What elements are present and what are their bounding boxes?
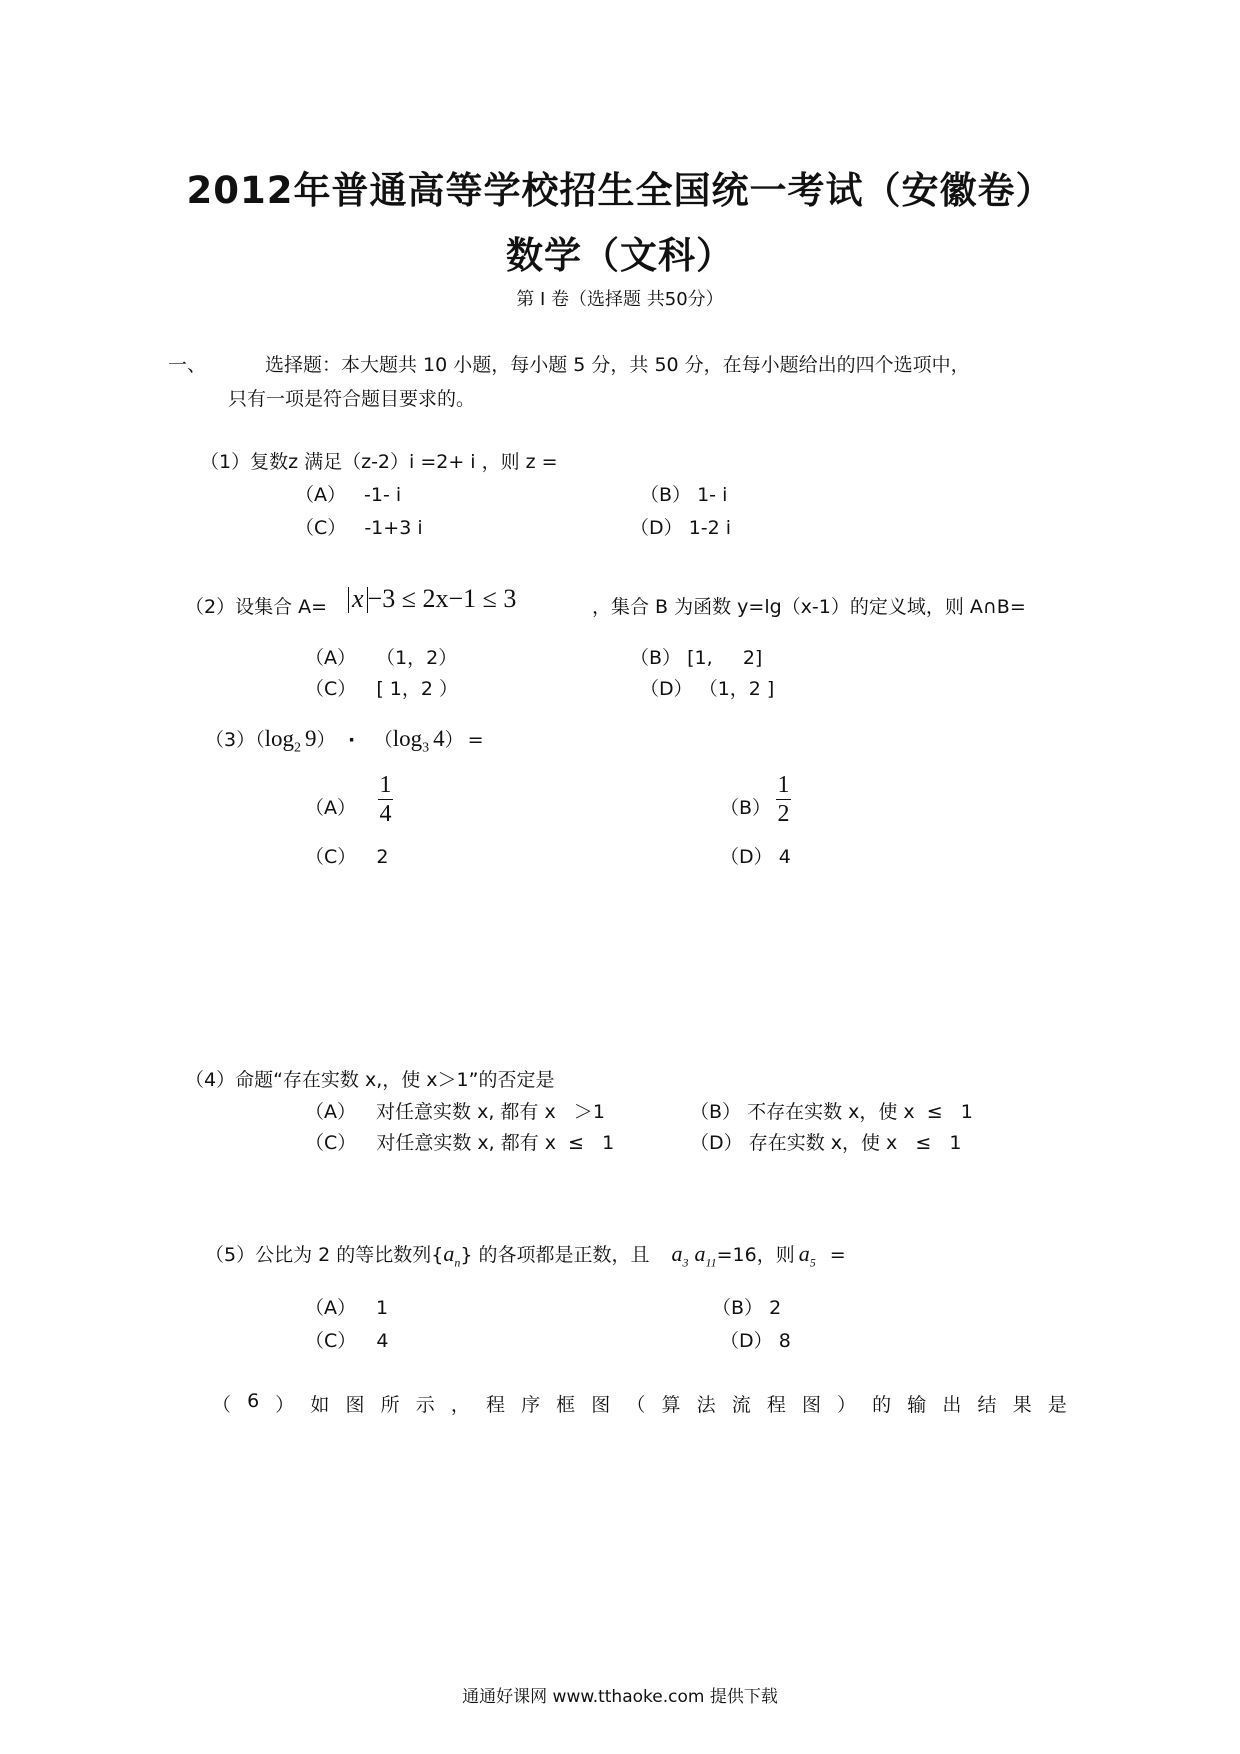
option-label: （B） [712, 1297, 764, 1319]
option-label: （B） [640, 484, 692, 506]
log-expression-1: $\log_2 9$ [264, 726, 317, 756]
option-text: （1，2） [376, 647, 458, 669]
set-variable: x [352, 584, 364, 613]
option-text: （1，2 ] [698, 678, 775, 700]
q6-char: 6 [247, 1390, 260, 1412]
option-text: 2 [769, 1297, 782, 1319]
option-text: 对任意实数 x, 都有 x ≤ 1 [376, 1132, 615, 1154]
q4-option-a[interactable] [305, 1097, 605, 1124]
q2-option-c[interactable] [305, 674, 458, 701]
option-text: 4 [376, 1330, 389, 1352]
q6-char: （ [212, 1394, 232, 1416]
q5-stem [205, 1240, 846, 1270]
footer-text: 通通好课网 www.tthaoke.com 提供下载 [462, 1687, 778, 1707]
q1-option-c[interactable] [295, 513, 423, 540]
option-label: （C） [305, 846, 357, 868]
option-text: -1+3 i [364, 517, 423, 539]
term-a3: $a_3$ [671, 1241, 689, 1270]
q6-char: 果 [1012, 1394, 1032, 1416]
q6-char: 输 [907, 1394, 927, 1416]
paren-close: ） [444, 729, 464, 751]
multiply-dot: · [348, 729, 356, 751]
q1-stem: （1）复数z 满足（z-2）i =2+ i ，则 z = [200, 451, 558, 473]
q2-option-a[interactable] [305, 643, 457, 670]
q6-stem [212, 1390, 1067, 1417]
option-label: （A） [305, 1297, 356, 1319]
q6-char: 图 [345, 1394, 365, 1416]
q6-stem-text [212, 1390, 1067, 1417]
term-a11: $a_{11}$ [694, 1241, 717, 1270]
q1-option-d[interactable] [630, 513, 731, 540]
q6-char: 出 [942, 1394, 962, 1416]
fraction-one-half: 1 2 [777, 772, 790, 827]
option-text: 1 [376, 1297, 389, 1319]
term-a5: $a_5$ [798, 1241, 816, 1270]
option-label: （D） [720, 1330, 773, 1352]
q3-option-c[interactable] [305, 842, 388, 869]
page-subtitle: 数学（文科） [506, 234, 734, 277]
option-label: （B） [720, 797, 772, 819]
q1-option-a[interactable] [295, 480, 401, 507]
q6-char: 示 [415, 1394, 435, 1416]
option-label: （C） [305, 678, 357, 700]
section-instructions-line1: 选择题：本大题共 10 小题，每小题 5 分，共 50 分，在每小题给出的四个选项中， [265, 354, 970, 376]
fraction-one-quarter: 1 4 [379, 772, 392, 827]
q5-option-b[interactable] [712, 1293, 781, 1320]
option-text: -1- i [364, 484, 402, 506]
option-label: （D） [690, 1132, 743, 1154]
q2-set-expression [348, 584, 516, 614]
q6-char: ） [837, 1394, 857, 1416]
set-condition: −3 ≤ 2x−1 ≤ 3 [367, 584, 517, 613]
stem-text: （5）公比为 2 的等比数列{ [205, 1244, 444, 1266]
sequence-term: $a_n$ [443, 1241, 461, 1270]
option-label: （B） [630, 647, 682, 669]
q6-char: 框 [556, 1394, 576, 1416]
page-title: 2012年普通高等学校招生全国统一考试（安徽卷） [186, 169, 1054, 212]
option-label: （D） [630, 517, 683, 539]
q6-char: 程 [485, 1394, 505, 1416]
q4-stem: （4）命题“存在实数 x,，使 x＞1”的否定是 [185, 1069, 555, 1091]
log-expression-2: $\log_3 4$ [392, 726, 445, 756]
q3-option-d[interactable] [720, 842, 791, 869]
option-text: 对任意实数 x, 都有 x ＞1 [376, 1101, 605, 1123]
option-label: （A） [305, 1101, 356, 1123]
q6-char: 流 [731, 1394, 751, 1416]
option-label: （A） [295, 484, 346, 506]
option-text: 1-2 i [688, 517, 732, 539]
q6-char: 是 [1047, 1394, 1067, 1416]
q6-char: 的 [872, 1394, 892, 1416]
q2-prefix: （2）设集合 A= [185, 596, 328, 618]
option-label: （B） [690, 1101, 742, 1123]
q4-option-c[interactable] [305, 1128, 614, 1155]
q6-char: 图 [801, 1394, 821, 1416]
equals-sign: = [467, 729, 484, 751]
paren-open: （ [383, 729, 393, 751]
option-text: 不存在实数 x，使 x ≤ 1 [747, 1101, 973, 1123]
option-text: 4 [778, 846, 791, 868]
option-text: [ 1，2 ） [376, 678, 458, 700]
stem-text: =16，则 [716, 1244, 795, 1266]
option-label: （C） [305, 1330, 357, 1352]
q6-char: ） [275, 1394, 295, 1416]
option-label: （A） [305, 797, 356, 819]
section-instructions-line2: 只有一项是符合题目要求的。 [228, 388, 476, 410]
q5-option-a[interactable] [305, 1293, 388, 1320]
q6-char: 程 [766, 1394, 786, 1416]
q4-option-b[interactable] [690, 1097, 973, 1124]
option-text: 8 [778, 1330, 791, 1352]
q3-number: （3） [205, 729, 256, 751]
option-text: 存在实数 x，使 x ≤ 1 [748, 1132, 962, 1154]
q6-char: ， [450, 1394, 470, 1416]
q6-char: 图 [591, 1394, 611, 1416]
option-label: （D） [640, 678, 693, 700]
option-text: 2 [376, 846, 389, 868]
q4-option-d[interactable] [690, 1128, 962, 1155]
stem-text: } 的各项都是正数，且 [460, 1244, 650, 1266]
paren-close: ） [316, 729, 327, 751]
q6-char: 所 [380, 1394, 400, 1416]
option-text: 1- i [697, 484, 728, 506]
option-label: （C） [305, 1132, 357, 1154]
q6-char: 结 [977, 1394, 997, 1416]
abs-bar-left [348, 587, 349, 613]
q2-suffix: ，集合 B 为函数 y=lg（x-1）的定义域，则 A∩B= [592, 596, 1026, 618]
section-number: 一、 [168, 354, 207, 376]
q6-char: 法 [696, 1394, 716, 1416]
q6-char: 如 [310, 1394, 330, 1416]
volume-label: 第 I 卷（选择题 共50分） [516, 289, 724, 310]
q2-option-d[interactable] [640, 674, 774, 701]
q3-stem [205, 725, 484, 757]
q6-char: （ [626, 1394, 646, 1416]
q5-option-d[interactable] [720, 1326, 791, 1353]
q6-char: 算 [661, 1394, 681, 1416]
option-label: （C） [295, 517, 347, 539]
q5-option-c[interactable] [305, 1326, 388, 1353]
q2-option-b[interactable] [630, 643, 762, 670]
q6-char: 序 [521, 1394, 541, 1416]
stem-text: = [829, 1244, 846, 1266]
q1-option-b[interactable] [640, 480, 727, 507]
option-label: （D） [720, 846, 773, 868]
option-text: [1, 2] [687, 647, 763, 669]
option-label: （A） [305, 647, 356, 669]
paren-open: （ [255, 729, 265, 751]
